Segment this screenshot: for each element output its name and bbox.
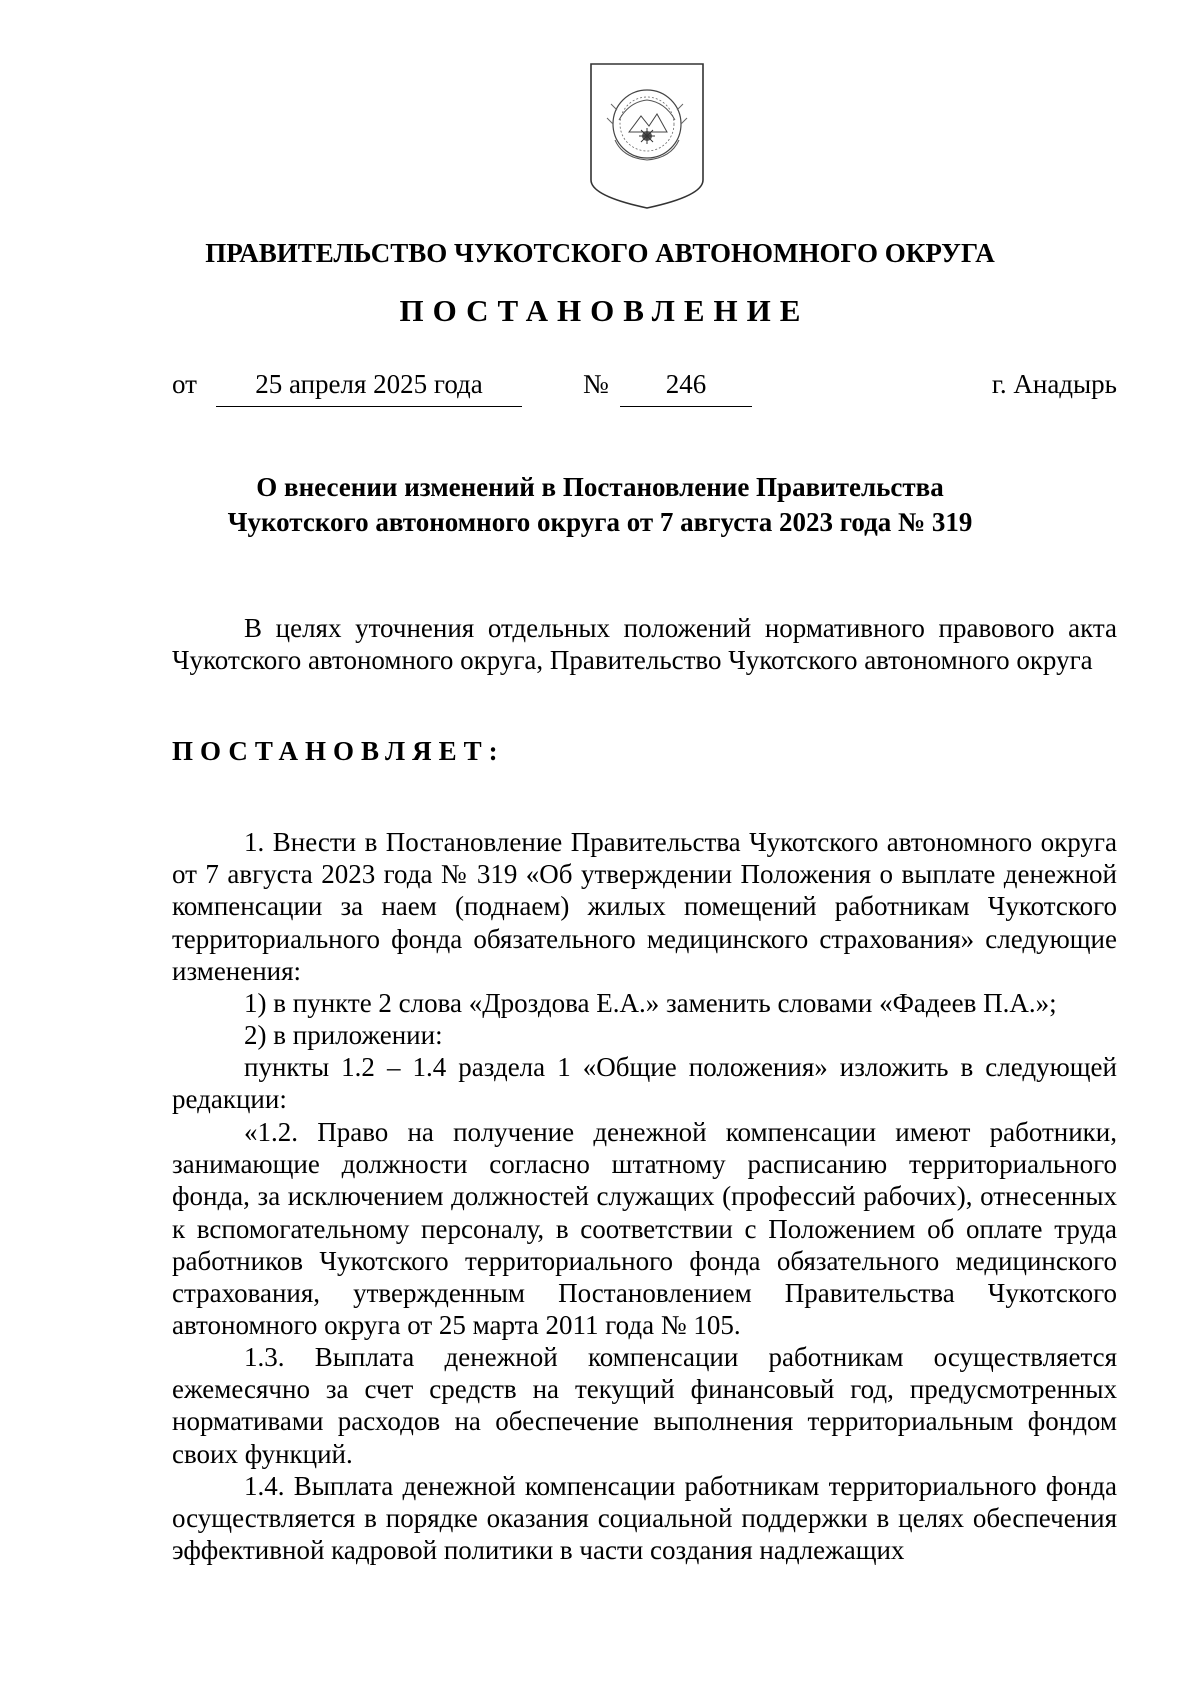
document-place: г. Анадырь [991, 369, 1117, 399]
item-1-subitem-2: 2) в приложении: [244, 1020, 443, 1050]
document-type-heading: ПОСТАНОВЛЕНИЕ [399, 293, 810, 328]
clause-1-3-paragraph: 1.3. Выплата денежной компенсации работникам осуществляется ежемесячно за счет средств на текущий финансовый год, предусмотренных нормативами расходов на обеспечение выполнения территориальным фондом своих функций. [172, 1342, 1117, 1469]
from-label: от [172, 369, 197, 399]
item-1-paragraph: 1. Внести в Постановление Правительства Чукотского автономного округа от 7 августа 2023 года № 319 «Об утверждении Положения о выплате денежной компенсации за наем (поднаем) жилых помещений работникам Чукотского территориального фонда обязательного медицинского страхования» следующие изменения: [172, 827, 1117, 986]
number-label: № [583, 369, 609, 399]
clause-1-2-paragraph: «1.2. Право на получение денежной компенсации имеют работники, занимающие должности согласно штатному расписанию территориального фонда, за исключением должностей служащих (профессий рабочих), отнесенных к вспомогательному персоналу, в соответствии с Положением об оплате труда работников Чукотского территориального фонда обязательного медицинского страхования, утвержденным Постановлением Правительства Чукотского автономного округа от 25 марта 2011 года № 105. [172, 1117, 1117, 1341]
subject-line-2: Чукотского автономного округа от 7 августа 2023 года № 319 [227, 507, 973, 537]
preamble-paragraph: В целях уточнения отдельных положений нормативного правового акта Чукотского автономного округа, Правительство Чукотского автономного округа [172, 613, 1117, 676]
item-1-subitem-2-text: пункты 1.2 – 1.4 раздела 1 «Общие положения» изложить в следующей редакции: [172, 1052, 1117, 1115]
coat-of-arms-emblem [589, 62, 705, 210]
document-number: 246 [620, 368, 752, 407]
clause-1-4-paragraph: 1.4. Выплата денежной компенсации работникам территориального фонда осуществляется в порядке оказания социальной поддержки в целях обеспечения эффективной кадровой политики в части создания надлежащих [172, 1471, 1117, 1566]
document-subject [0, 470, 1200, 540]
subject-line-1: О внесении изменений в Постановление Правительства [256, 472, 944, 502]
document-meta-row [0, 368, 1200, 408]
government-title: ПРАВИТЕЛЬСТВО ЧУКОТСКОГО АВТОНОМНОГО ОКРУГА [205, 238, 995, 268]
document-date: 25 апреля 2025 года [216, 368, 522, 407]
item-1-subitem-1: 1) в пункте 2 слова «Дроздова Е.А.» заменить словами «Фадеев П.А.»; [244, 988, 1057, 1018]
decree-word: ПОСТАНОВЛЯЕТ: [172, 736, 505, 766]
